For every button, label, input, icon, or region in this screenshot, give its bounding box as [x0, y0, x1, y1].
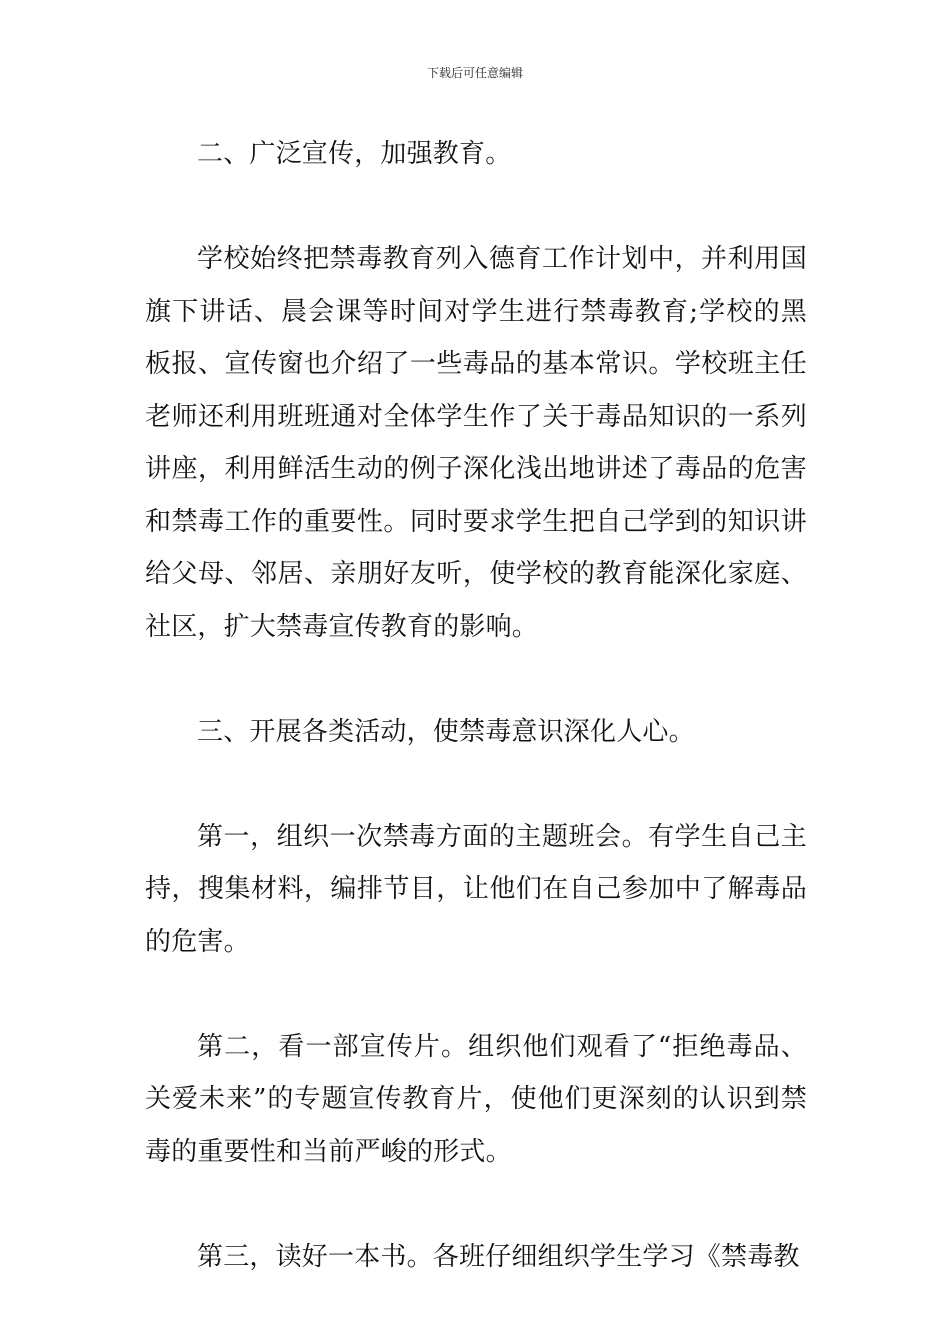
section-heading-3: 三、开展各类活动，使禁毒意识深化人心。 — [197, 716, 695, 747]
paragraph-gap — [145, 653, 807, 706]
document-body — [145, 128, 807, 1283]
activity-item-2: 第二，看一部宣传片。组织他们观看了“拒绝毒品、关爱未来”的专题宣传教育片，使他们更深刻的认识到禁毒的重要性和当前严峻的形式。 — [145, 1031, 807, 1167]
section-heading-2: 二、广泛宣传，加强教育。 — [197, 139, 512, 169]
activity-item-1: 第一，组织一次禁毒方面的主题班会。有学生自己主持，搜集材料，编排节目，让他们在自己参加中了解毒品的危害。 — [145, 821, 807, 957]
paragraph-gap — [145, 181, 807, 234]
paragraph-gap — [145, 1178, 807, 1231]
activity-item-3: 第三，读好一本书。各班仔细组织学生学习《禁毒教 — [197, 1241, 800, 1272]
header-note: 下载后可任意编辑 — [426, 66, 523, 80]
section-paragraph-2: 学校始终把禁毒教育列入德育工作计划中，并利用国旗下讲话、晨会课等时间对学生进行禁毒教育;学校的黑板报、宣传窗也介绍了一些毒品的基本常识。学校班主任老师还利用班班通对全体学生作了关于毒品知识的一系列讲座，利用鲜活生动的例子深化浅出地讲述了毒品的危害和禁毒工作的重要性。同时要求学生把自己学到的知识讲给父母、邻居、亲朋好友听，使学校的教育能深化家庭、社区，扩大禁毒宣传教育的影响。 — [145, 244, 807, 642]
paragraph-gap — [145, 758, 807, 811]
paragraph-gap — [145, 968, 807, 1021]
